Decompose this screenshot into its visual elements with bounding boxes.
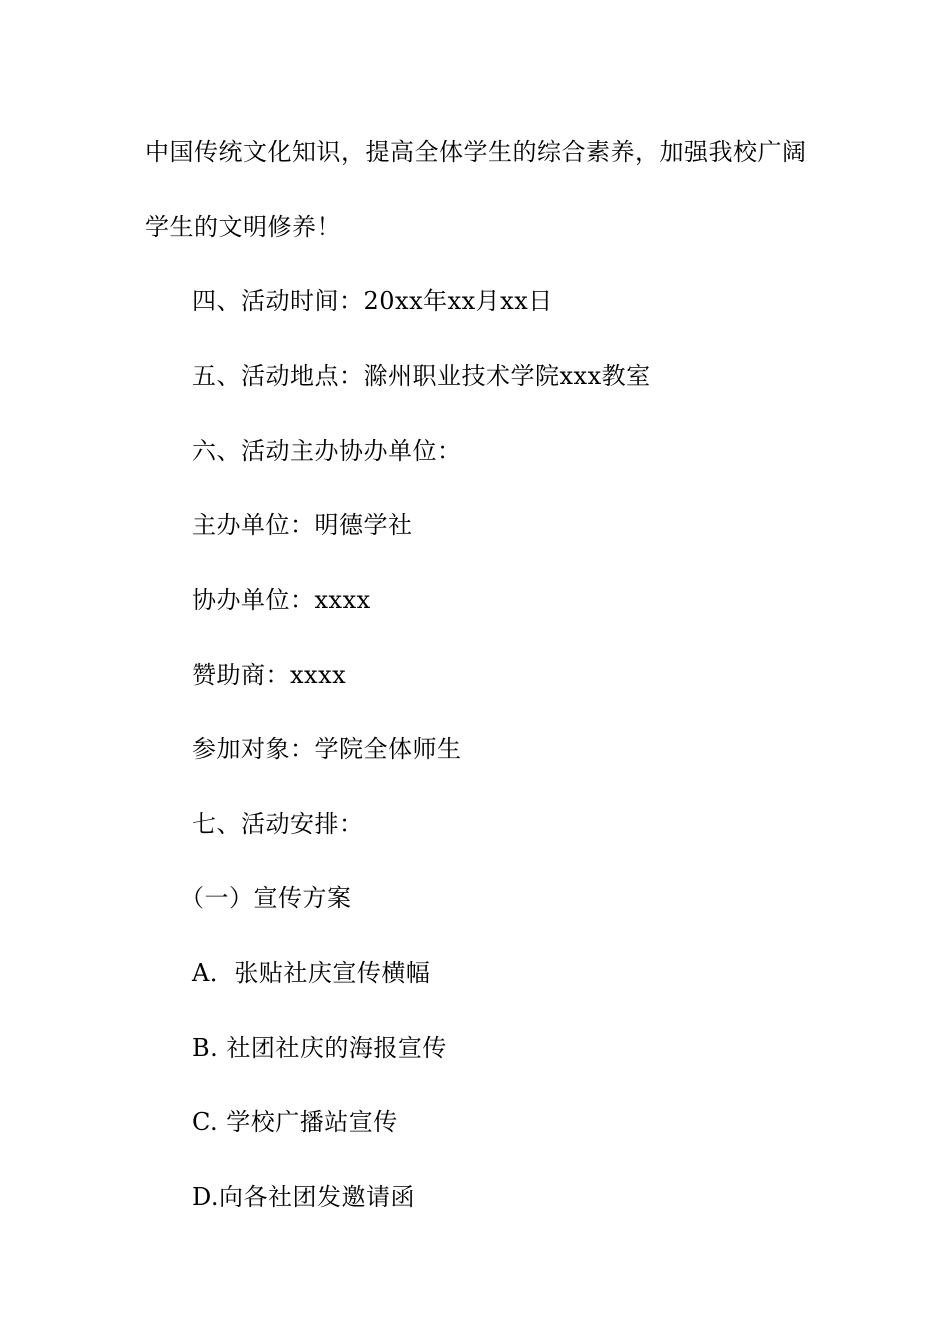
section-heading-location: 五、活动地点：滁州职业技术学院xxx教室 xyxy=(192,362,651,390)
list-item: C. 学校广播站宣传 xyxy=(192,1108,398,1136)
subsection-heading-publicity: （一）宣传方案 xyxy=(180,884,352,912)
section-heading-organizers: 六、活动主办协办单位： xyxy=(192,437,462,465)
sponsor-line: 赞助商：xxxx xyxy=(192,661,347,689)
list-item: D.向各社团发邀请函 xyxy=(192,1183,416,1211)
host-unit-line: 主办单位：明德学社 xyxy=(192,511,413,539)
paragraph-line: 学生的文明修养！ xyxy=(145,213,341,241)
paragraph-line: 中国传统文化知识，提高全体学生的综合素养，加强我校广阔 xyxy=(145,138,807,166)
section-heading-arrangement: 七、活动安排： xyxy=(192,810,364,838)
co-host-unit-line: 协办单位：xxxx xyxy=(192,586,371,614)
participants-line: 参加对象：学院全体师生 xyxy=(192,735,462,763)
list-item: A．张贴社庆宣传横幅 xyxy=(192,959,431,987)
list-item: B. 社团社庆的海报宣传 xyxy=(192,1034,447,1062)
section-heading-time: 四、活动时间：20xx年xx月xx日 xyxy=(192,287,553,315)
